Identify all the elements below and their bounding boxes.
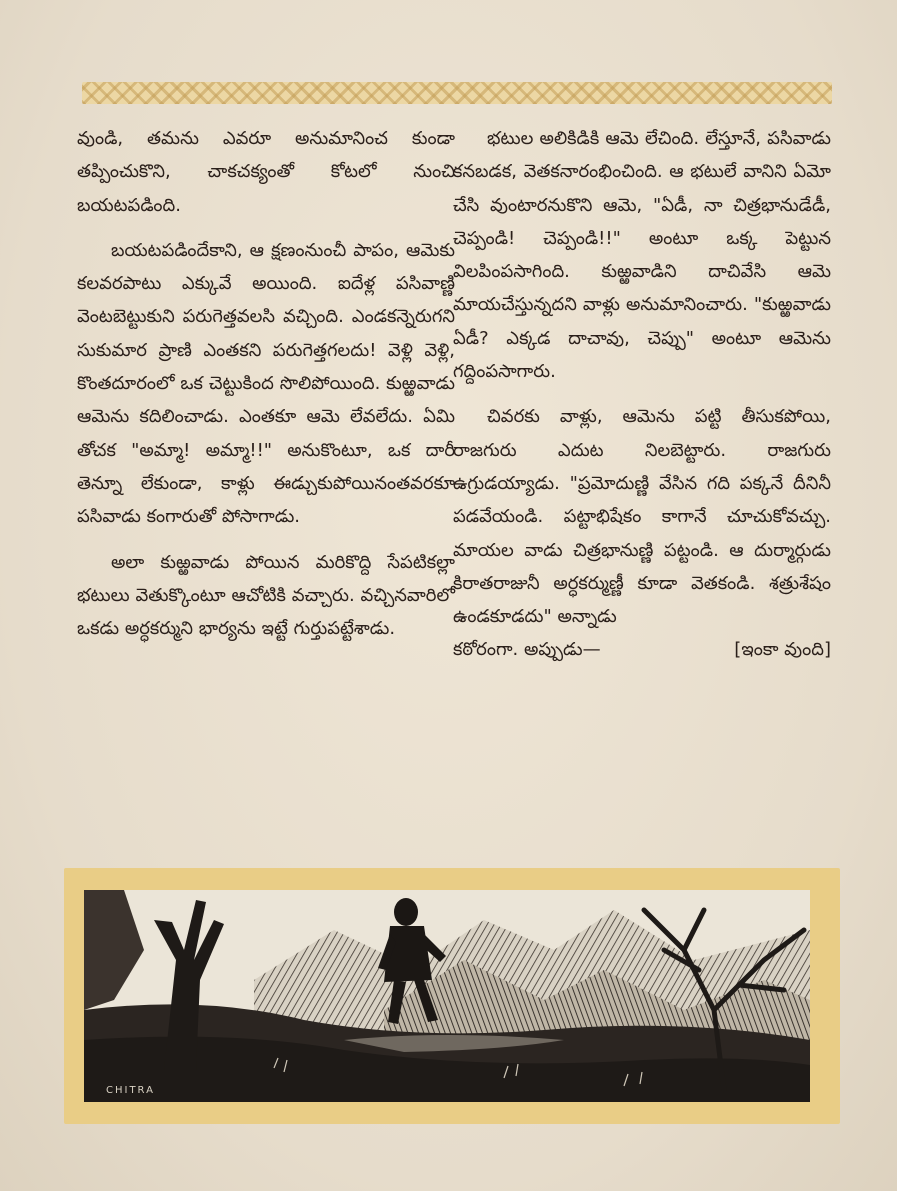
paragraph: చివరకు వాళ్లు, ఆమెను పట్టి తీసుకపోయి, రాజగురు ఎదుట నిలబెట్టారు. రాజగురు ఉగ్రుడయ్యాడు. "ప్రమోదుణ్ణి వేసిన గది పక్కనే దీనినీ పడవేయండి. పట్టాభిషేకం కాగానే చూచుకోవచ్చు. మాయల వాడు చిత్రభానుణ్ణి పట్టండి. ఆ దుర్మార్గుడు కిరాతరాజునీ అర్ధకర్ముణ్ణీ కూడా వెతకండి. శత్రుశేషం ఉండకూడదు" అన్నాడు: [453, 406, 831, 628]
paragraph: అలా కుఱ్ఱవాడు పోయిన మరికొద్ది సేపటికల్లా భటులు వెతుక్కొంటూ ఆచోటికి వచ్చారు. వచ్చినవారిలో ఒకడు అర్ధకర్ముని భార్యను ఇట్టే గుర్తుపట్టేశాడు.: [77, 551, 455, 640]
left-text-column: [77, 122, 455, 645]
to-be-continued-tag: [ఇంకా వుంది]: [734, 639, 831, 661]
closing-line: [453, 633, 831, 666]
paragraph: బయటపడిందేకాని, ఆ క్షణంనుంచీ పాపం, ఆమెకు కలవరపాటు ఎక్కువే అయింది. ఐదేళ్ల పసివాణ్ణి వెంటబెట్టుకుని పరుగెత్తవలసి వచ్చింది. ఎండకన్నెరుగని సుకుమార ప్రాణి ఎంతకని పరుగెత్తగలదు! వెళ్లి వెళ్లి, కొంతదూరంలో ఒక చెట్టుకింద సొలిపోయింది. కుఱ్ఱవాడు ఆమెను కదిలించాడు. ఎంతకూ ఆమె లేవలేదు. ఏమి తోచక "అమ్మా! అమ్మా!!" అనుకొంటూ, ఒక దారీ తెన్నూ లేకుండా, కాళ్లు ఈడ్చుకుపోయినంతవరకూ పసివాడు కంగారుతో పోసాగాడు.: [77, 239, 455, 528]
artist-signature: [84, 1080, 174, 1098]
right-text-column: [453, 122, 831, 667]
paragraph: భటుల అలికిడికి ఆమె లేచింది. లేస్తూనే, పసివాడు కనబడక, వెతకనారంభించింది. ఆ భటులే వానిని ఏమో చేసి వుంటారనుకొని ఆమె, "ఏడీ, నా చిత్రభానుడేడీ, చెప్పండి! చెప్పండి!!" అంటూ ఒక్క పెట్టున విలపింపసాగింది. కుఱ్ఱవాడిని దాచివేసి ఆమె మాయచేస్తున్నదని వాళ్లు అనుమానించారు. "కుఱ్ఱవాడు ఏడీ? ఎక్కడ దాచావు, చెప్పు" అంటూ ఆమెను గద్దింపసాగారు.: [453, 128, 831, 383]
decorative-border-band: [82, 82, 832, 104]
svg-text:CHITRA: CHITRA: [106, 1085, 155, 1096]
closing-text: కఠోరంగా. అప్పుడు—: [453, 639, 601, 661]
woodcut-illustration: [84, 890, 810, 1102]
paragraph: వుండి, తమను ఎవరూ అనుమానించ కుండా తప్పించుకొని, చాకచక్యంతో కోటలో నుంచి బయటపడింది.: [77, 128, 455, 216]
